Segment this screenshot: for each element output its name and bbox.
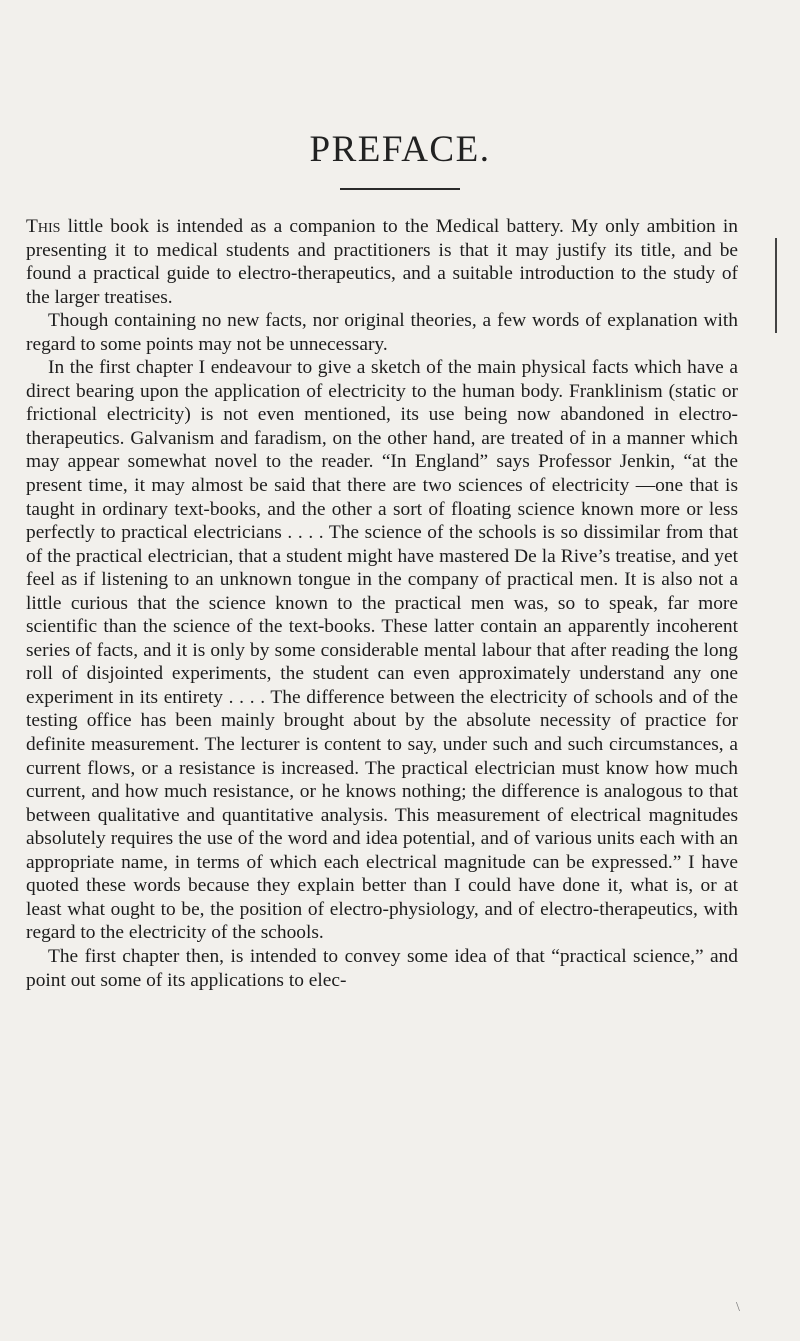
title-rule xyxy=(340,188,460,190)
paragraph-4: The first chapter then, is intended to convey some idea of that “practical science,” and point out some of its applications to elec- xyxy=(26,945,738,991)
stray-mark: \ xyxy=(736,1300,740,1315)
paragraph-3: In the first chapter I endeavour to give a sketch of the main physical facts which have a direct bearing upon the application of electricity to the human body. Franklinism (static or frictional electricity) is not even mentioned, its use being now abandoned in electro-therapeutics. Galvanism and faradism, on the other hand, are treated of in a manner which may appear somewhat novel to the reader. “In England” says Professor Jenkin, “at the present time, it may almost be said that there are two sciences of electricity —one that is taught in ordinary text-books, and the other a sort of floating science known more or less perfectly to practical electricians . . . . The science of the schools is so dissimilar from that of the practical electrician, that a student might have mastered De la Rive’s treatise, and yet feel as if listening to an unknown tongue in the company of practical men. It is also not a little curious that the science known to the practical men was, so to speak, far more scientific than the science of the text-books. These latter contain an apparently incoherent series of facts, and it is only by some considerable mental labour that after reading the long roll of disjointed experiments, the student can even approximately understand any one experiment in its entirety . . . . The difference between the electricity of schools and of the testing office has been mainly brought about by the absolute necessity of practice for definite measurement. The lecturer is content to say, under such and such circumstances, a current flows, or a resistance is increased. The practical electrician must know how much current, and how much resistance, or he knows nothing; the difference is analogous to that between qualitative and quantitative analysis. This measurement of electrical magnitudes absolutely requires the use of the word and idea potential, and of various units each with an appropriate name, in terms of which each electrical magnitude can be expressed.” I have quoted these words because they explain better than I could have done it, what is, or at least what ought to be, the position of electro-physiology, and of electro-therapeutics, with regard to the electricity of the schools. xyxy=(26,357,738,944)
paragraph-1-lead: This xyxy=(26,216,61,237)
paragraph-2: Though containing no new facts, nor original theories, a few words of explanation with regard to some points may not be unnecessary. xyxy=(26,310,738,355)
page-title: PREFACE. xyxy=(309,129,491,170)
paragraph-1 xyxy=(26,215,738,309)
margin-mark xyxy=(775,238,777,333)
paragraph-1-text: little book is intended as a companion to the Medical battery. My only ambition in presenting it to medical students and practitioners is that it may justify its title, and be found a practical guide to electro-therapeutics, and a suitable introduction to the study of the larger treatises. xyxy=(26,216,738,308)
preface-body xyxy=(26,215,738,992)
